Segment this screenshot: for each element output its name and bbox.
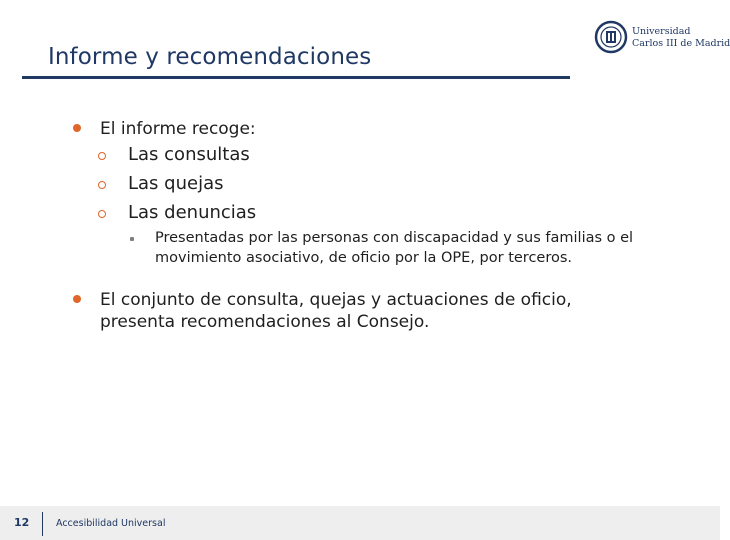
slide-title: Informe y recomendaciones	[48, 44, 372, 70]
page-number: 12	[14, 516, 30, 529]
logo-line1: Universidad	[632, 26, 691, 37]
ring-bullet-icon	[98, 210, 106, 218]
sub-bullet-text: Las denuncias	[128, 202, 257, 223]
square-bullet-icon	[130, 237, 134, 241]
university-seal-icon	[594, 20, 628, 54]
bullet-text: El conjunto de consulta, quejas y actuaciones de oficio, presenta recomendaciones al Consejo.	[100, 290, 572, 332]
ring-bullet-icon	[98, 152, 106, 160]
footer-divider	[42, 512, 43, 536]
bullet-text: El informe recoge:	[100, 119, 256, 139]
bullet-item	[74, 118, 634, 140]
university-logo	[592, 20, 730, 56]
sub-bullet-text: Las consultas	[128, 144, 250, 165]
sub-sub-bullet-text: Presentadas por las personas con discapacidad y sus familias o el movimiento asociativo, de oficio por la OPE, por terceros.	[155, 230, 634, 266]
bullet-item	[74, 289, 634, 333]
title-underline	[22, 76, 570, 79]
sub-bullet-text: Las quejas	[128, 173, 224, 194]
logo-line2: Carlos III de Madrid	[632, 38, 730, 49]
logo-wordmark	[632, 26, 730, 50]
footer-label: Accesibilidad Universal	[56, 518, 166, 529]
bullet-dot-icon	[73, 295, 81, 303]
ring-bullet-icon	[98, 181, 106, 189]
bullet-dot-icon	[73, 124, 81, 132]
